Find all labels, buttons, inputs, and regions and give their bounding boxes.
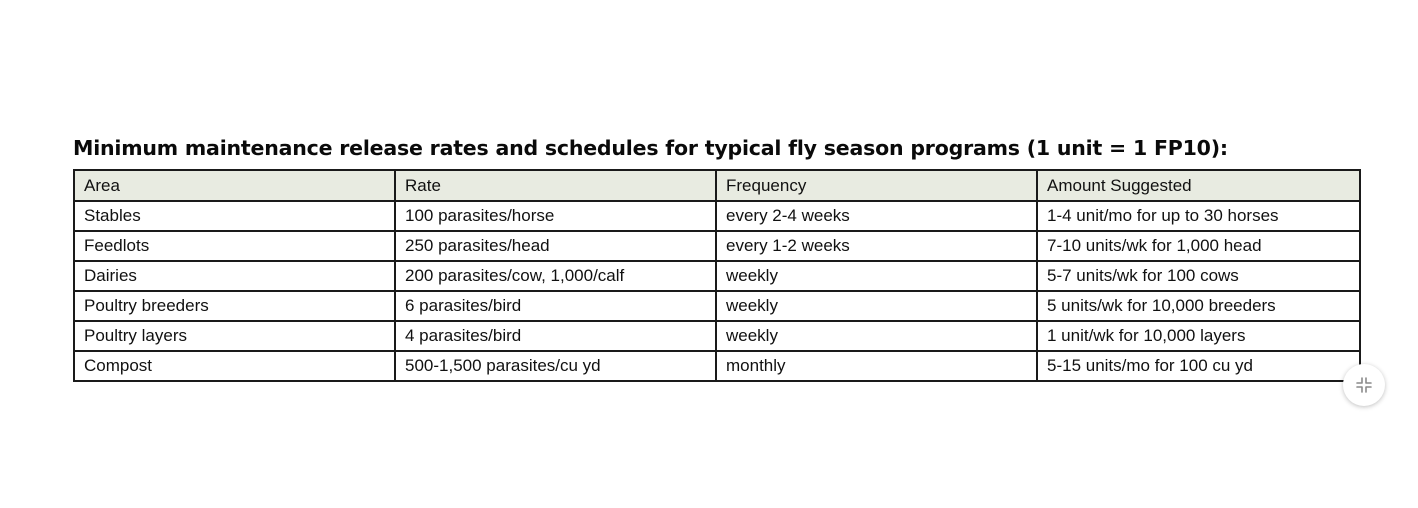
cell-amount: 5 units/wk for 10,000 breeders [1037, 291, 1360, 321]
cell-frequency: every 1-2 weeks [716, 231, 1037, 261]
header-rate: Rate [395, 170, 716, 201]
header-amount-suggested: Amount Suggested [1037, 170, 1360, 201]
table-header-row [74, 170, 1360, 201]
table-row [74, 321, 1360, 351]
cell-rate: 6 parasites/bird [395, 291, 716, 321]
cell-area: Feedlots [74, 231, 395, 261]
table-row [74, 201, 1360, 231]
cell-amount: 5-15 units/mo for 100 cu yd [1037, 351, 1360, 381]
table-row [74, 351, 1360, 381]
cell-amount: 1-4 unit/mo for up to 30 horses [1037, 201, 1360, 231]
table-row [74, 231, 1360, 261]
cell-amount: 5-7 units/wk for 100 cows [1037, 261, 1360, 291]
cell-area: Poultry layers [74, 321, 395, 351]
header-frequency: Frequency [716, 170, 1037, 201]
cell-amount: 7-10 units/wk for 1,000 head [1037, 231, 1360, 261]
table-row [74, 261, 1360, 291]
collapse-button[interactable] [1343, 364, 1385, 406]
cell-area: Poultry breeders [74, 291, 395, 321]
cell-rate: 100 parasites/horse [395, 201, 716, 231]
cell-rate: 4 parasites/bird [395, 321, 716, 351]
header-area: Area [74, 170, 395, 201]
collapse-arrows-icon [1355, 376, 1373, 394]
release-rates-table [73, 169, 1361, 382]
cell-rate: 200 parasites/cow, 1,000/calf [395, 261, 716, 291]
cell-area: Dairies [74, 261, 395, 291]
table-title: Minimum maintenance release rates and schedules for typical fly season programs (1 unit = 1 FP10): [73, 136, 1228, 160]
cell-area: Compost [74, 351, 395, 381]
cell-frequency: monthly [716, 351, 1037, 381]
cell-rate: 500-1,500 parasites/cu yd [395, 351, 716, 381]
cell-area: Stables [74, 201, 395, 231]
cell-rate: 250 parasites/head [395, 231, 716, 261]
cell-frequency: weekly [716, 261, 1037, 291]
cell-frequency: every 2-4 weeks [716, 201, 1037, 231]
cell-amount: 1 unit/wk for 10,000 layers [1037, 321, 1360, 351]
cell-frequency: weekly [716, 291, 1037, 321]
cell-frequency: weekly [716, 321, 1037, 351]
table-row [74, 291, 1360, 321]
